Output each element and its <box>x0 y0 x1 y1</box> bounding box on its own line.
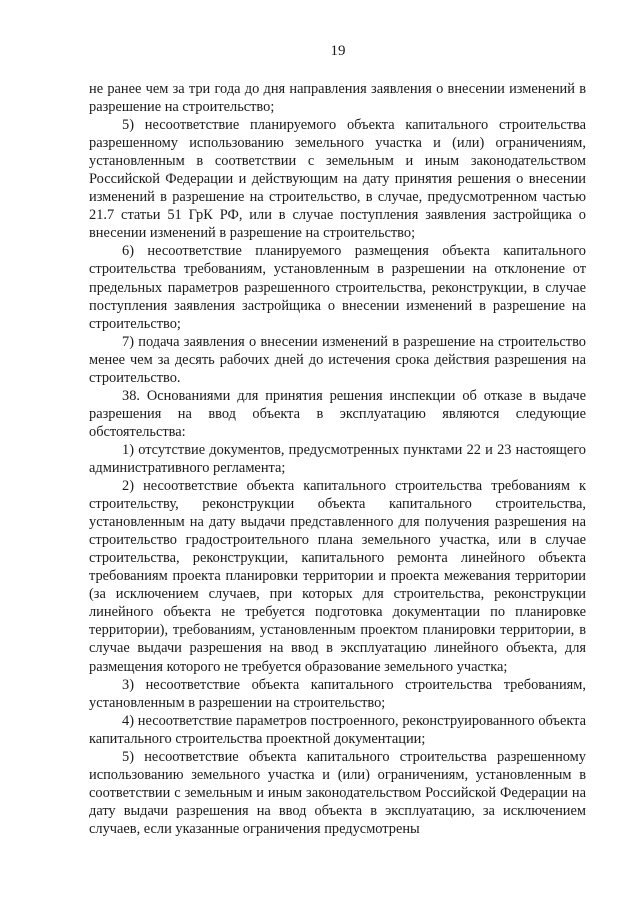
paragraph-continuation: не ранее чем за три года до дня направления заявления о внесении изменений в разрешение на строительство; <box>89 81 586 116</box>
paragraph-item-6: 6) несоответствие планируемого размещения объекта капитального строительства требованиям, установленным в разрешении на отклонение от предельных параметров разрешенного строительства, реконструкции, в случае поступления заявления застройщика о внесении изменений в разрешение на строительство; <box>89 243 586 332</box>
paragraph-38-item-1: 1) отсутствие документов, предусмотренных пунктами 22 и 23 настоящего административного регламента; <box>89 441 586 476</box>
document-body <box>89 80 586 838</box>
paragraph-38-item-2: 2) несоответствие объекта капитального строительства требованиям к строительству, реконструкции объекта капитального строительства, установленным на дату выдачи представленного для получения разрешения на строительство градостроительного плана земельного участка, или в случае строительства, реконструкции, капитального ремонта линейного объекта требованиям проекта планировки территории и проекта межевания территории (за исключением случаев, при которых для строительства, реконструкции линейного объекта не требуется подготовка документации по планировке территории), требованиям, установленным проектом планировки территории, в случае выдачи разрешения на ввод в эксплуатацию линейного объекта, для размещения которого не требуется образование земельного участка; <box>89 478 586 675</box>
paragraph-clause-38: 38. Основаниями для принятия решения инспекции об отказе в выдаче разрешения на ввод объекта в эксплуатацию являются следующие обстоятельства: <box>89 387 586 440</box>
paragraph-item-5: 5) несоответствие планируемого объекта капитального строительства разрешенному использованию земельного участка и (или) ограничениям, установленным в соответствии с земельным и иным законодательством Российской Федерации и действующим на дату принятия решения о внесении изменений в разрешение на строительство, в случае, предусмотренном частью 21.7 статьи 51 ГрК РФ, или в случае поступления заявления застройщика о внесении изменений в разрешение на строительство; <box>89 117 586 242</box>
paragraph-38-item-5: 5) несоответствие объекта капитального строительства разрешенному использованию земельного участка и (или) ограничениям, установленным в соответствии с земельным и иным законодательством Российской Федерации на дату выдачи разрешения на ввод объекта в эксплуатацию, за исключением случаев, если указанные ограничения предусмотрены <box>89 748 586 837</box>
paragraph-item-7: 7) подача заявления о внесении изменений в разрешение на строительство менее чем за десять рабочих дней до истечения срока действия разрешения на строительство. <box>89 333 586 386</box>
paragraph-38-item-3: 3) несоответствие объекта капитального строительства требованиям, установленным в разрешении на строительство; <box>89 676 586 711</box>
page-number: 19 <box>330 43 346 59</box>
paragraph-38-item-4: 4) несоответствие параметров построенного, реконструированного объекта капитального строительства проектной документации; <box>89 712 586 747</box>
